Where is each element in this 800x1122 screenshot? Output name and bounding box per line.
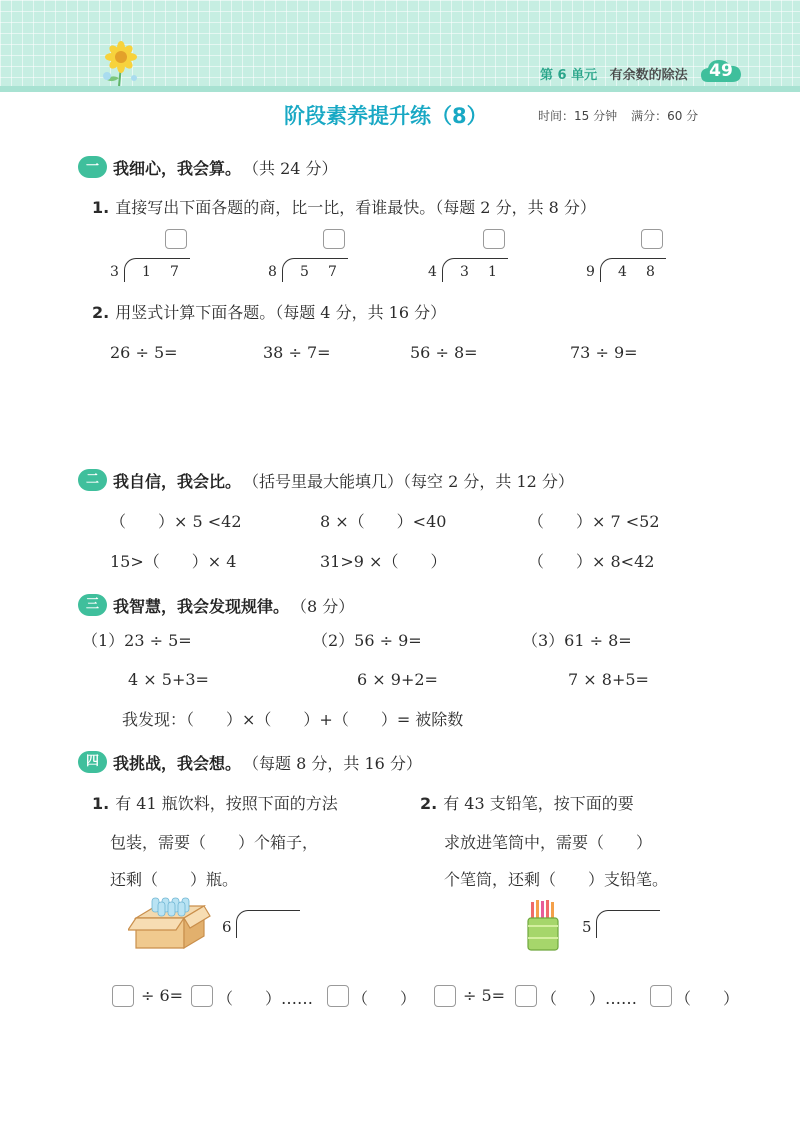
vertical-calc-item: 73 ÷ 9= [570,343,638,362]
section-2-note: （括号里最大能填几）（每空 2 分，共 12 分） [243,471,574,491]
dividend-digit: 1 [142,264,151,280]
division-bracket [282,258,348,282]
challenge-1-line-3: 还剩（ ）瓶。 [110,870,239,889]
pattern-check: 4 × 5+3= [128,670,209,689]
section-3-heading: 我智慧，我会发现规律。 [113,596,290,616]
division-bracket [236,910,300,938]
section-2-heading: 我自信，我会比。 [113,471,242,491]
challenge-1-line-1 [92,791,338,814]
equation-operator: ÷ 5= [463,986,506,1005]
section-4-header [78,750,422,774]
divisor: 4 [428,264,437,280]
quotient-box[interactable] [191,985,213,1007]
question-number: 2. [92,303,110,322]
divisor: 9 [586,264,595,280]
dividend-digit: 4 [618,264,627,280]
unit-blank: （ ）…… [217,989,314,1008]
vertical-calc-item: 26 ÷ 5= [110,343,178,362]
vertical-calc-item: 56 ÷ 8= [410,343,478,362]
time-limit: 时间：15 分钟 [538,109,618,123]
unit-blank: （ ） [352,989,417,1008]
compare-item: 15>（ ）× 4 [110,552,237,571]
unit-label [540,64,688,83]
dividend-digit: 3 [460,264,469,280]
equation-operator: ÷ 6= [141,986,184,1005]
page-number: 49 [709,61,733,81]
challenge-2-line-1 [420,791,634,814]
challenge-2-line-3: 个笔筒，还剩（ ）支铅笔。 [444,870,669,889]
question-number: 1. [92,794,110,813]
quotient-box[interactable] [323,229,345,249]
question-1-1 [92,195,596,218]
unit-blank: （ ） [675,989,740,1008]
challenge-1-line-2: 包装，需要（ ）个箱子， [110,833,319,852]
section-3-badge: 三 [78,594,107,616]
question-text: 有 43 支铅笔，按下面的要 [443,794,634,813]
page-title: 阶段素养提升练（8） [284,104,488,128]
section-1-header [78,155,338,179]
compare-item: 8 ×（ ）<40 [320,512,447,531]
section-1-heading: 我细心，我会算。 [113,158,242,178]
question-number: 2. [420,794,438,813]
question-text: 直接写出下面各题的商，比一比，看谁最快。（每题 2 分，共 8 分） [115,198,596,217]
bottle-box-icon [128,896,212,952]
section-4-note: （每题 8 分，共 16 分） [243,753,422,773]
section-1-note: （共 24 分） [243,158,338,178]
unit-title: 有余数的除法 [609,68,688,83]
division-bracket [596,910,660,938]
section-1-badge: 一 [78,156,107,178]
division-bracket [600,258,666,282]
quotient-box[interactable] [165,229,187,249]
compare-item: 31>9 ×（ ） [320,552,447,571]
question-1-2 [92,300,446,323]
dividend-box[interactable] [434,985,456,1007]
quotient-box[interactable] [641,229,663,249]
question-text: 用竖式计算下面各题。（每题 4 分，共 16 分） [115,303,447,322]
full-score: 满分：60 分 [631,109,699,123]
remainder-box[interactable] [327,985,349,1007]
compare-item: （ ）× 7 <52 [528,512,660,531]
pattern-check: 7 × 8+5= [568,670,649,689]
quotient-box[interactable] [483,229,505,249]
exam-meta [538,107,698,124]
dividend-digit: 7 [170,264,179,280]
finding-line: 我发现：（ ）×（ ）+（ ）= 被除数 [122,710,464,729]
dividend-digit: 1 [488,264,497,280]
dividend-digit: 5 [300,264,309,280]
compare-item: （ ）× 8<42 [528,552,655,571]
divisor: 5 [582,918,592,936]
pencil-cup-icon [526,898,560,952]
challenge-2-line-2: 求放进笔筒中，需要（ ） [444,833,653,852]
pattern-item: （1）23 ÷ 5= [82,631,192,650]
quotient-box[interactable] [515,985,537,1007]
section-4-heading: 我挑战，我会想。 [113,753,242,773]
sunflower-icon [98,40,144,88]
vertical-calc-item: 38 ÷ 7= [263,343,331,362]
dividend-digit: 8 [646,264,655,280]
pattern-check: 6 × 9+2= [357,670,438,689]
dividend-digit: 7 [328,264,337,280]
division-bracket [442,258,508,282]
divisor: 8 [268,264,277,280]
dividend-box[interactable] [112,985,134,1007]
unit-blank: （ ）…… [541,989,638,1008]
pattern-item: （2）56 ÷ 9= [312,631,422,650]
pattern-item: （3）61 ÷ 8= [522,631,632,650]
divisor: 6 [222,918,232,936]
section-2-badge: 二 [78,469,107,491]
divisor: 3 [110,264,119,280]
division-bracket [124,258,190,282]
section-3-note: （8 分） [291,596,355,616]
question-text: 有 41 瓶饮料，按照下面的方法 [115,794,338,813]
section-4-badge: 四 [78,751,107,773]
section-2-header [78,468,574,492]
unit-number: 第 6 单元 [540,68,598,83]
remainder-box[interactable] [650,985,672,1007]
compare-item: （ ）× 5 <42 [110,512,242,531]
section-3-header [78,593,354,617]
question-number: 1. [92,198,110,217]
